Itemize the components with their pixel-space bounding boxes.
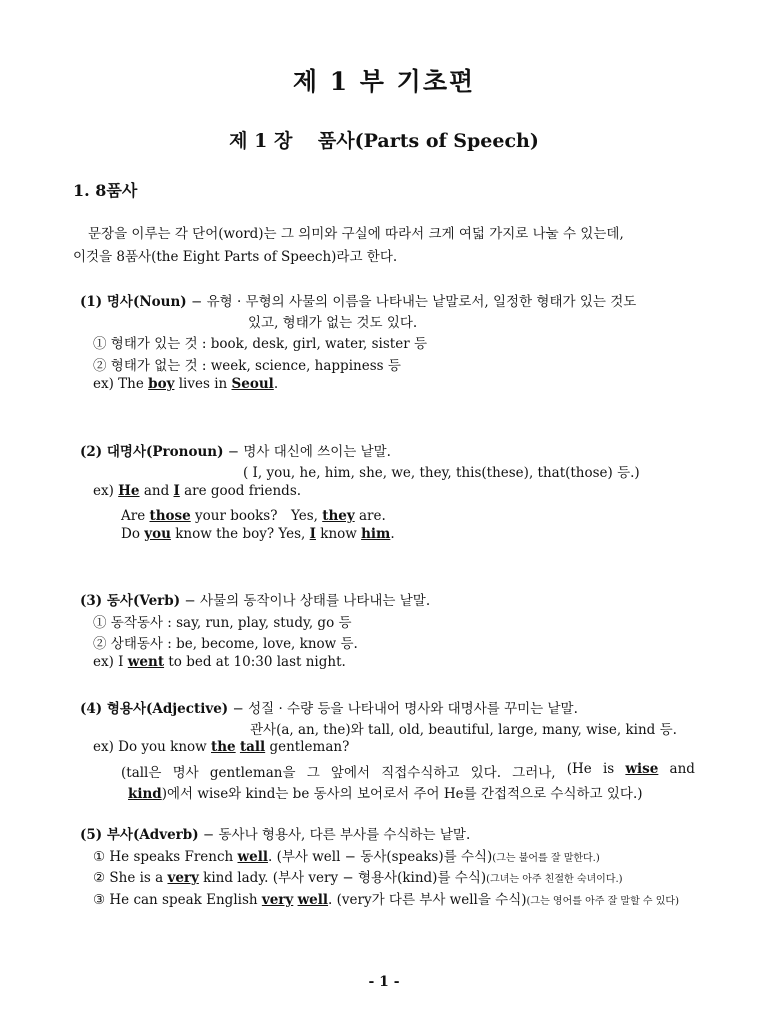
adverb-definition xyxy=(80,823,470,843)
verb-example xyxy=(93,654,346,670)
underlined-word: you xyxy=(144,526,171,542)
adverb-example-1 xyxy=(93,845,600,865)
example-text: and xyxy=(139,483,174,499)
noun-item-1: ① 형태가 있는 것 : book, desk, girl, water, sister 등 xyxy=(93,336,427,352)
underlined-word: went xyxy=(127,654,165,670)
adjective-definition xyxy=(80,697,578,717)
verb-description: − 사물의 동작이나 상태를 나타내는 낱말. xyxy=(180,593,431,609)
note-word: and xyxy=(669,761,695,777)
pronoun-example-2 xyxy=(121,504,386,524)
pronoun-example-3 xyxy=(121,526,395,542)
note-word: 명사 xyxy=(172,765,199,781)
underlined-word: Seoul xyxy=(231,376,274,392)
adjective-note-line-2 xyxy=(128,782,643,802)
underlined-word: they xyxy=(322,508,355,524)
example-text: are. xyxy=(354,508,386,524)
example-text: to bed at 10:30 last night. xyxy=(164,654,346,670)
underlined-word: wise xyxy=(625,761,659,777)
page-title: 제 1 부 기초편 xyxy=(292,67,476,96)
adjective-list: 관사(a, an, the)와 tall, old, beautiful, large, many, wise, kind 등. xyxy=(250,722,677,738)
example-text: know xyxy=(315,526,362,542)
example-text: gentleman? xyxy=(265,739,350,755)
adverb-example-3 xyxy=(93,888,679,908)
example-text: Do xyxy=(121,526,145,542)
example-text: kind lady. (부사 very − 형용사(kind)를 수식) xyxy=(198,870,487,886)
noun-description: − 유형 · 무형의 사물의 이름을 나타내는 낱말로서, 일정한 형태가 있는 것도 xyxy=(186,294,637,310)
note-word: 그러나, xyxy=(512,765,556,781)
pronoun-definition xyxy=(80,440,391,460)
example-text: ex) I xyxy=(93,654,128,670)
underlined-word: boy xyxy=(148,376,175,392)
note-text: )에서 wise와 kind는 be 동사의 보어로서 주어 He를 간접적으로 수식하고 있다.) xyxy=(161,786,643,802)
adjective-example xyxy=(93,739,349,755)
verb-heading: (3) 동사(Verb) xyxy=(80,593,181,609)
section-heading: 1. 8품사 xyxy=(73,181,138,200)
pronoun-list: ( I, you, he, him, she, we, they, this(these), that(those) 등.) xyxy=(243,465,640,481)
underlined-word: well xyxy=(237,849,268,865)
example-text: . xyxy=(390,526,395,542)
adjective-note-line-1 xyxy=(121,761,695,781)
noun-description-2: 있고, 형태가 없는 것도 있다. xyxy=(248,315,418,331)
example-text: your books? Yes, xyxy=(190,508,323,524)
example-text: . xyxy=(273,376,279,392)
example-text: ② She is a xyxy=(93,870,168,886)
noun-item-2: ② 형태가 없는 것 : week, science, happiness 등 xyxy=(93,358,401,374)
note-word: 직접수식하고 xyxy=(381,765,460,781)
intro-line-2: 이것을 8품사(the Eight Parts of Speech)라고 한다. xyxy=(73,249,398,265)
example-text: ex) xyxy=(93,483,119,499)
chapter-title: 제 1 장 품사(Parts of Speech) xyxy=(229,130,539,152)
noun-example xyxy=(93,376,278,392)
underlined-word: very xyxy=(261,892,294,908)
translation-note: (그는 영어를 아주 잘 말할 수 있다) xyxy=(526,896,679,907)
note-word: is xyxy=(602,761,615,777)
example-text: ex) Do you know xyxy=(93,739,211,755)
example-text: Are xyxy=(121,508,150,524)
verb-item-2: ② 상태동사 : be, become, love, know 등. xyxy=(93,636,358,652)
underlined-word: He xyxy=(118,483,140,499)
example-text: lives in xyxy=(174,376,232,392)
underlined-word: those xyxy=(149,508,191,524)
example-text: are good friends. xyxy=(179,483,302,499)
underlined-word: tall xyxy=(239,739,266,755)
note-word: 있다. xyxy=(470,765,501,781)
underlined-word: the xyxy=(211,739,236,755)
intro-line-1: 문장을 이루는 각 단어(word)는 그 의미와 구실에 따라서 크게 여덟 가지로 나눌 수 있는데, xyxy=(88,226,624,242)
underlined-word: I xyxy=(309,526,316,542)
pronoun-description: − 명사 대신에 쓰이는 낱말. xyxy=(223,444,391,460)
example-text: . (very가 다른 부사 well을 수식) xyxy=(328,892,527,908)
translation-note: (그녀는 아주 친절한 숙녀이다.) xyxy=(486,874,623,885)
adjective-description: − 성질 · 수량 등을 나타내어 명사와 대명사를 꾸미는 낱말. xyxy=(228,701,578,717)
example-text: ① He speaks French xyxy=(93,849,238,865)
pronoun-example-1 xyxy=(93,483,301,499)
adjective-heading: (4) 형용사(Adjective) xyxy=(80,701,229,717)
note-word: (tall은 xyxy=(121,765,162,781)
note-word: 앞에서 xyxy=(330,765,371,781)
adverb-example-2 xyxy=(93,866,623,886)
noun-heading: (1) 명사(Noun) xyxy=(80,294,187,310)
underlined-word: very xyxy=(167,870,199,886)
note-word: gentleman을 xyxy=(209,765,296,781)
example-text: . (부사 well − 동사(speaks)를 수식) xyxy=(267,849,493,865)
underlined-word: kind xyxy=(128,786,162,802)
example-text: ex) The xyxy=(93,376,149,392)
example-text: know the boy? Yes, xyxy=(170,526,310,542)
underlined-word: well xyxy=(297,892,329,908)
underlined-word: him xyxy=(361,526,391,542)
noun-definition xyxy=(80,290,636,310)
translation-note: (그는 불어를 잘 말한다.) xyxy=(492,853,600,864)
adverb-description: − 동사나 형용사, 다른 부사를 수식하는 낱말. xyxy=(198,827,471,843)
underlined-word: I xyxy=(173,483,180,499)
note-word: 그 xyxy=(306,765,320,781)
verb-definition xyxy=(80,589,430,609)
pronoun-heading: (2) 대명사(Pronoun) xyxy=(80,444,224,460)
note-word: (He xyxy=(566,761,592,777)
page-number: - 1 - xyxy=(368,974,400,990)
adverb-heading: (5) 부사(Adverb) xyxy=(80,827,199,843)
verb-item-1: ① 동작동사 : say, run, play, study, go 등 xyxy=(93,615,352,631)
example-text: ③ He can speak English xyxy=(93,892,262,908)
